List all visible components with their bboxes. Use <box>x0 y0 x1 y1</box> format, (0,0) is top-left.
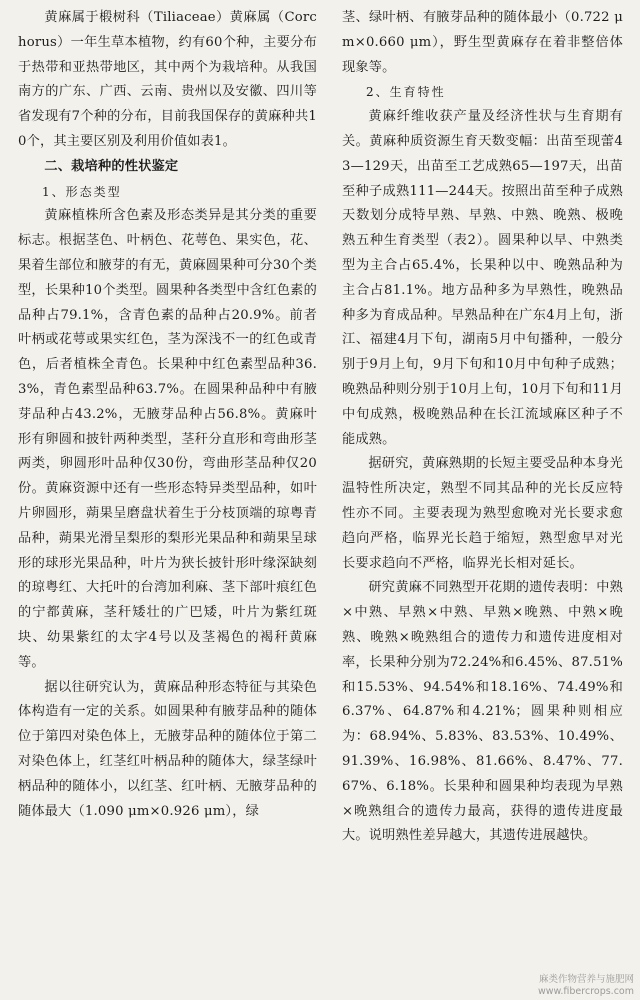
section-heading: 二、栽培种的性状鉴定 <box>44 158 179 174</box>
watermark-line-1: 麻类作物营养与施肥网 <box>538 974 634 985</box>
left-column <box>18 6 317 824</box>
subsection-heading-growth: 2、生育特性 <box>366 85 446 100</box>
intro-paragraph: 黄麻属于椴树科（Tiliaceae）黄麻属（Corchorus）一年生草本植物，约有60个种，主要分布于热带和亚热带地区，其中两个为栽培种。从我国南方的广东、广西、云南、贵州以及安徽、四川等省发现有7个种的分布，目前我国保存的黄麻种共10个，其主要区别及利用价值如表1。 <box>18 10 317 149</box>
heritability-paragraph: 研究黄麻不同熟型开花期的遗传表明：中熟×中熟、早熟×中熟、早熟×晚熟、中熟×晚熟、晚熟×晚熟组合的遗传力和遗传进度相对率，长果种分别为72.24%和6.45%、87.51%和15.53%、94.54%和18.16%、74.49%和6.37%、64.87%和4.21%；圆果种则相应为：68.94%、5.83%、83.53%、10.49%、91.39%、16.98%、81.66%、8.47%、77.67%、6.18%。长果种和圆果种均表现为早熟×晚熟组合的遗传力最高，获得的遗传进度最大。说明熟性差异越大，其遗传进展越快。 <box>342 580 623 844</box>
morphology-paragraph: 黄麻植株所含色素及形态类异是其分类的重要标志。根据茎色、叶柄色、花萼色、果实色，花、果着生部位和腋芽的有无，黄麻圆果种可分30个类型，长果种10个类型。圆果种各类型中含红色素的品种占79.1%，含青色素的品种占20.9%。前者叶柄或花萼或果实红色，茎为深浅不一的红色或青色，后者植株全青色。长果种中红色素型品种36.3%，青色素型品种63.7%。在圆果种品种中有腋芽品种占43.2%，无腋芽品种占56.8%。黄麻叶形有卵圆和披针两种类型，茎秆分直形和弯曲形茎两类，卵圆形叶品种仅30份，弯曲形茎品种仅20份。黄麻资源中还有一些形态特异类型品种，如叶片卵圆形，蒴果呈磨盘状着生于分枝顶端的琼粤青品种，蒴果光滑呈梨形的梨形光果品种和蒴果呈球形的球形光果品种，叶片为狭长披针形叶缘深缺刻的琼粤红、大托叶的台湾加利麻、茎下部叶痕红色的宁都黄麻，茎秆矮壮的广巴矮，叶片为紫红斑块、幼果紫红的太字4号以及茎褐色的褐秆黄麻等。 <box>18 208 317 670</box>
subsection-heading-morphology: 1、形态类型 <box>42 184 122 199</box>
right-column <box>342 6 623 849</box>
site-watermark <box>538 974 634 998</box>
photoperiod-paragraph: 据研究，黄麻熟期的长短主要受品种本身光温特性所决定，熟型不同其品种的光长反应特性亦不同。主要表现为熟型愈晚对光长要求愈趋向严格，临界光长趋于缩短，熟型愈早对光长要求趋向不严格，临界光长相对延长。 <box>342 456 623 571</box>
chromosome-paragraph: 据以往研究认为，黄麻品种形态特征与其染色体构造有一定的关系。如圆果种有腋芽品种的随体位于第四对染色体上，无腋芽品种的随体位于第二对染色体上，红茎红叶柄品种的随体大，绿茎绿叶柄品种的随体小，以红茎、红叶柄、无腋芽品种的随体最大（1.090 μm×0.926 μm），绿 <box>18 679 317 819</box>
growth-period-paragraph: 黄麻纤维收获产量及经济性状与生育期有关。黄麻种质资源生育天数变幅：出苗至现蕾43—129天，出苗至工艺成熟65—197天，出苗至种子成熟111—244天。按照出苗至种子成熟天数划分成特早熟、早熟、中熟、晚熟、极晚熟五种生育类型（表2）。圆果种以早、中熟类型为主合占65.4%，长果种以中、晚熟品种为主合占81.1%。地方品种多为早熟性，晚熟品种多为育成品种。早熟品种在广东4月上旬，浙江、福建4月下旬，湖南5月中旬播种，一般分别于9月上旬，9月下旬和10月中旬种子成熟；晚熟品种则分别于10月上旬，10月下旬和11月中旬成熟，极晚熟品种在长江流域麻区种子不能成熟。 <box>342 109 623 447</box>
chromosome-paragraph-continued: 茎、绿叶柄、有腋芽品种的随体最小（0.722 μm×0.660 μm），野生型黄麻存在着非整倍体现象等。 <box>342 10 623 75</box>
watermark-line-2: www.fibercrops.com <box>537 986 634 997</box>
